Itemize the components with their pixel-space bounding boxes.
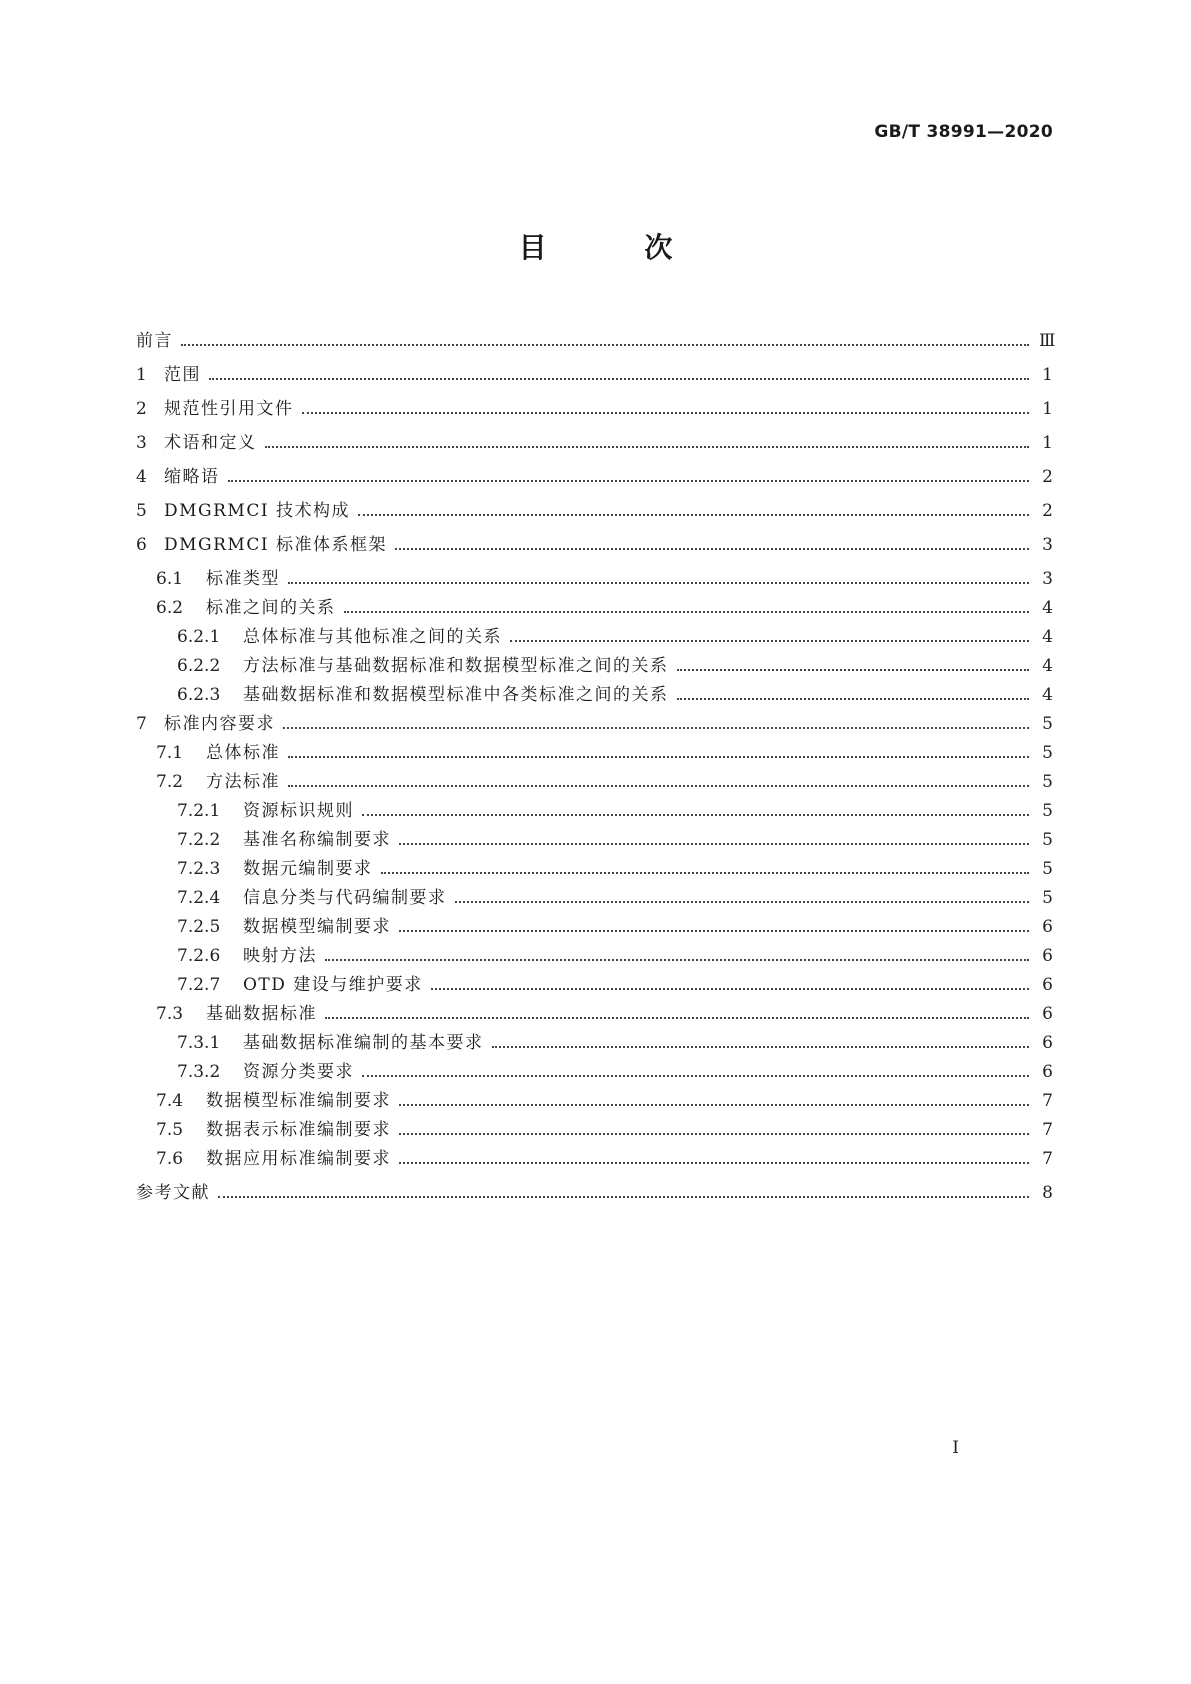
toc-entry-number: 4 [136,467,147,487]
toc-entry-page: 1 [1042,399,1053,419]
toc-entry-label: 方法标准与基础数据标准和数据模型标准之间的关系 [243,656,669,676]
dot-leader [265,446,1030,448]
toc-entry-page: 7 [1042,1120,1053,1140]
toc-entry-number: 7.2.5 [177,917,221,937]
dot-leader [209,378,1029,380]
dot-leader [399,930,1029,932]
dot-leader [455,901,1030,903]
toc-entry-page: 3 [1042,569,1053,589]
toc-entry-page: 7 [1042,1091,1053,1111]
toc-entry-number: 7.3.2 [177,1062,221,1082]
toc-entry-page: 5 [1042,743,1053,763]
dot-leader [218,1196,1029,1198]
toc-entry-number: 6.1 [156,569,184,589]
toc-entry-page: 6 [1042,917,1053,937]
dot-leader [677,698,1030,700]
toc-entry-page: 7 [1042,1149,1053,1169]
toc-entry-number: 6 [136,535,147,555]
toc-entry-number: 1 [136,365,147,385]
toc-entry-label: 标准之间的关系 [206,598,336,618]
toc-entry-label: 总体标准 [206,743,280,763]
toc-entry-page: 5 [1042,859,1053,879]
toc-entry-label: 数据模型标准编制要求 [206,1091,391,1111]
toc-entry-number: 6.2.1 [177,627,221,647]
dot-leader [325,1017,1029,1019]
toc-entry-page: 5 [1042,772,1053,792]
toc-entry-label: 缩略语 [164,467,220,487]
dot-leader [381,872,1030,874]
page-number: I [952,1438,959,1458]
toc-entry[interactable] [136,682,1053,708]
dot-leader [288,582,1029,584]
toc-entry[interactable] [136,827,1053,853]
toc-entry-number: 7.2.6 [177,946,221,966]
toc-entry[interactable] [136,711,1053,737]
toc-entry-number: 7.4 [156,1091,184,1111]
dot-leader [181,344,1029,346]
dot-leader [399,1133,1029,1135]
toc-entry[interactable] [136,1180,1053,1206]
toc-entry[interactable] [136,1088,1053,1114]
toc-entry[interactable] [136,396,1053,422]
toc-entry-page: 3 [1042,535,1053,555]
dot-leader [283,727,1029,729]
dot-leader [399,1162,1029,1164]
toc-entry-number: 6.2 [156,598,184,618]
toc-entry-label: 信息分类与代码编制要求 [243,888,447,908]
dot-leader [431,988,1029,990]
toc-entry[interactable] [136,566,1053,592]
toc-entry[interactable] [136,1117,1053,1143]
toc-entry-number: 7.2.7 [177,975,221,995]
toc-entry-label: DMGRMCI 标准体系框架 [164,535,387,555]
toc-entry-label: 映射方法 [243,946,317,966]
toc-entry-label: 基础数据标准 [206,1004,317,1024]
dot-leader [492,1046,1030,1048]
toc-entry-page: 1 [1042,365,1053,385]
toc-entry-number: 6.2.3 [177,685,221,705]
toc-entry-page: 6 [1042,1062,1053,1082]
toc-entry-number: 7.2 [156,772,184,792]
toc-entry-number: 7.2.3 [177,859,221,879]
toc-entry-number: 3 [136,433,147,453]
toc-entry[interactable] [136,595,1053,621]
dot-leader [677,669,1030,671]
toc-entry[interactable] [136,885,1053,911]
toc-entry-number: 7.5 [156,1120,184,1140]
dot-leader [228,480,1030,482]
dot-leader [358,514,1029,516]
toc-entry-number: 2 [136,399,147,419]
toc-entry-number: 6.2.2 [177,656,221,676]
toc-entry-page: 6 [1042,946,1053,966]
dot-leader [362,814,1029,816]
toc-entry-label: 范围 [164,365,201,385]
toc-entry-page: 2 [1042,501,1053,521]
toc-entry-label: 资源标识规则 [243,801,354,821]
toc-entry[interactable] [136,532,1053,558]
toc-entry-page: 6 [1042,975,1053,995]
toc-entry-page: 4 [1042,656,1053,676]
toc-entry-label: 标准内容要求 [164,714,275,734]
toc-entry[interactable] [136,328,1056,354]
toc-entry[interactable] [136,798,1053,824]
toc-entry-label: 数据表示标准编制要求 [206,1120,391,1140]
toc-entry-label: OTD 建设与维护要求 [243,975,423,995]
toc-entry-label: 数据元编制要求 [243,859,373,879]
toc-entry[interactable] [136,1001,1053,1027]
toc-entry-label: 前言 [136,331,173,351]
toc-entry-page: 6 [1042,1004,1053,1024]
dot-leader [399,843,1029,845]
toc-entry-label: 数据模型编制要求 [243,917,391,937]
toc-entry[interactable] [136,498,1053,524]
toc-entry-label: 基础数据标准编制的基本要求 [243,1033,484,1053]
toc-entry-label: 规范性引用文件 [164,399,294,419]
toc-entry-page: 4 [1042,598,1053,618]
toc-entry-label: 标准类型 [206,569,280,589]
standard-code: GB/T 38991—2020 [874,122,1053,142]
toc-entry-label: 方法标准 [206,772,280,792]
toc-entry[interactable] [136,943,1053,969]
toc-entry-page: Ⅲ [1039,331,1056,351]
toc-entry-page: 5 [1042,888,1053,908]
dot-leader [395,548,1029,550]
toc-entry-page: 2 [1042,467,1053,487]
toc-entry-label: 数据应用标准编制要求 [206,1149,391,1169]
toc-entry-number: 7.1 [156,743,184,763]
toc-entry-number: 7.3 [156,1004,184,1024]
toc-entry[interactable] [136,430,1053,456]
toc-entry[interactable] [136,972,1053,998]
toc-entry-number: 7.6 [156,1149,184,1169]
dot-leader [302,412,1030,414]
toc-entry-page: 6 [1042,1033,1053,1053]
toc-entry-page: 8 [1042,1183,1053,1203]
toc-entry-page: 5 [1042,714,1053,734]
toc-entry[interactable] [136,624,1053,650]
dot-leader [344,611,1030,613]
toc-entry-page: 4 [1042,627,1053,647]
toc-entry-label: 参考文献 [136,1183,210,1203]
toc-entry[interactable] [136,769,1053,795]
dot-leader [362,1075,1029,1077]
toc-entry-page: 5 [1042,801,1053,821]
toc-entry[interactable] [136,1030,1053,1056]
dot-leader [288,785,1029,787]
toc-entry[interactable] [136,740,1053,766]
toc-entry-page: 5 [1042,830,1053,850]
toc-entry-number: 7.2.1 [177,801,221,821]
toc-entry[interactable] [136,856,1053,882]
toc-entry[interactable] [136,464,1053,490]
toc-entry-label: 基准名称编制要求 [243,830,391,850]
toc-entry-number: 7 [136,714,147,734]
toc-entry-number: 7.3.1 [177,1033,221,1053]
dot-leader [325,959,1029,961]
dot-leader [399,1104,1029,1106]
toc-entry-label: DMGRMCI 技术构成 [164,501,350,521]
toc-entry-page: 4 [1042,685,1053,705]
toc-entry-number: 7.2.2 [177,830,221,850]
toc-entry-number: 7.2.4 [177,888,221,908]
toc-entry-number: 5 [136,501,147,521]
toc-entry[interactable] [136,1059,1053,1085]
dot-leader [510,640,1029,642]
toc-entry-page: 1 [1042,433,1053,453]
toc-entry-label: 基础数据标准和数据模型标准中各类标准之间的关系 [243,685,669,705]
toc-entry[interactable] [136,914,1053,940]
page-title: 目 次 [518,231,717,264]
toc-entry[interactable] [136,362,1053,388]
toc-entry[interactable] [136,1146,1053,1172]
toc-entry-label: 资源分类要求 [243,1062,354,1082]
toc-entry-label: 术语和定义 [164,433,257,453]
dot-leader [288,756,1029,758]
toc-entry-label: 总体标准与其他标准之间的关系 [243,627,502,647]
toc-entry[interactable] [136,653,1053,679]
